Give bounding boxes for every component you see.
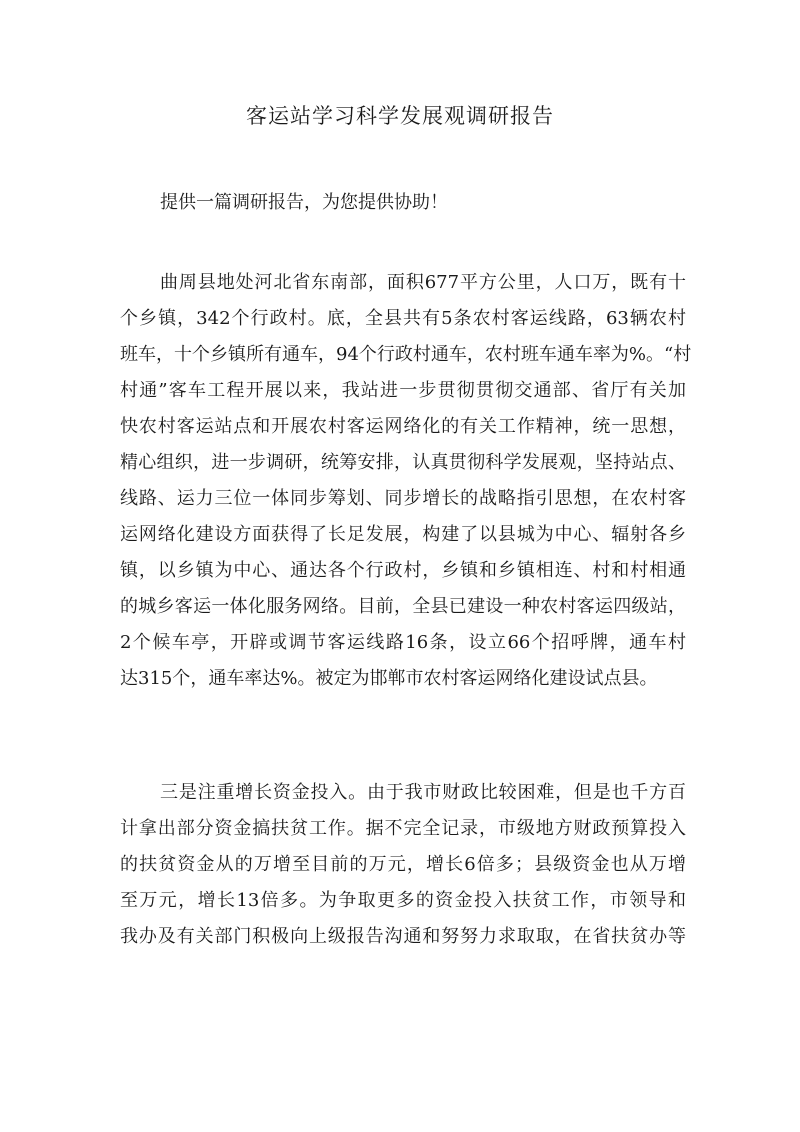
paragraph-line: 个乡镇，342个行政村。底，全县共有5条农村客运线路，63辆农村 — [120, 308, 686, 329]
paragraph-line: 的扶贫资金从的万增至目前的万元，增长6倍多；县级资金也从万增 — [120, 854, 686, 875]
paragraph-line: 快农村客运站点和开展农村客运网络化的有关工作精神，统一思想， — [120, 416, 686, 437]
paragraph-line: 曲周县地处河北省东南部，面积677平方公里，人口万，既有十 — [160, 272, 686, 293]
paragraph-line: 线路、运力三位一体同步筹划、同步增长的战略指引思想，在农村客 — [120, 488, 686, 509]
paragraph-line: 镇，以乡镇为中心、通达各个行政村，乡镇和乡镇相连、村和村相通 — [120, 560, 686, 581]
paragraph-line: 运网络化建设方面获得了长足发展，构建了以县城为中心、辐射各乡 — [120, 524, 686, 545]
intro-line: 提供一篇调研报告，为您提供协助！ — [160, 192, 448, 213]
paragraph-line: 村通”客车工程开展以来，我站进一步贯彻贯彻交通部、省厅有关加 — [120, 380, 686, 401]
paragraph-line: 计拿出部分资金搞扶贫工作。据不完全记录，市级地方财政预算投入 — [120, 818, 686, 839]
paragraph-line: 至万元，增长13倍多。为争取更多的资金投入扶贫工作，市领导和 — [120, 890, 686, 911]
paragraph-line: 班车，十个乡镇所有通车，94个行政村通车，农村班车通车率为%。“村 — [120, 344, 692, 365]
paragraph-line: 达315个，通车率达%。被定为邯郸市农村客运网络化建设试点县。 — [120, 668, 658, 689]
document-title: 客运站学习科学发展观调研报告 — [246, 104, 554, 128]
paragraph-line: 2个候车亭，开辟或调节客运线路16条，设立66个招呼牌，通车村 — [120, 632, 686, 653]
paragraph-line: 我办及有关部门积极向上级报告沟通和努努力求取取，在省扶贫办等 — [120, 926, 686, 947]
paragraph-line: 的城乡客运一体化服务网络。目前，全县已建设一种农村客运四级站， — [120, 596, 686, 617]
paragraph-line: 精心组织，进一步调研，统筹安排，认真贯彻科学发展观，坚持站点、 — [120, 452, 686, 473]
paragraph-line: 三是注重增长资金投入。由于我市财政比较困难，但是也千方百 — [160, 782, 686, 803]
